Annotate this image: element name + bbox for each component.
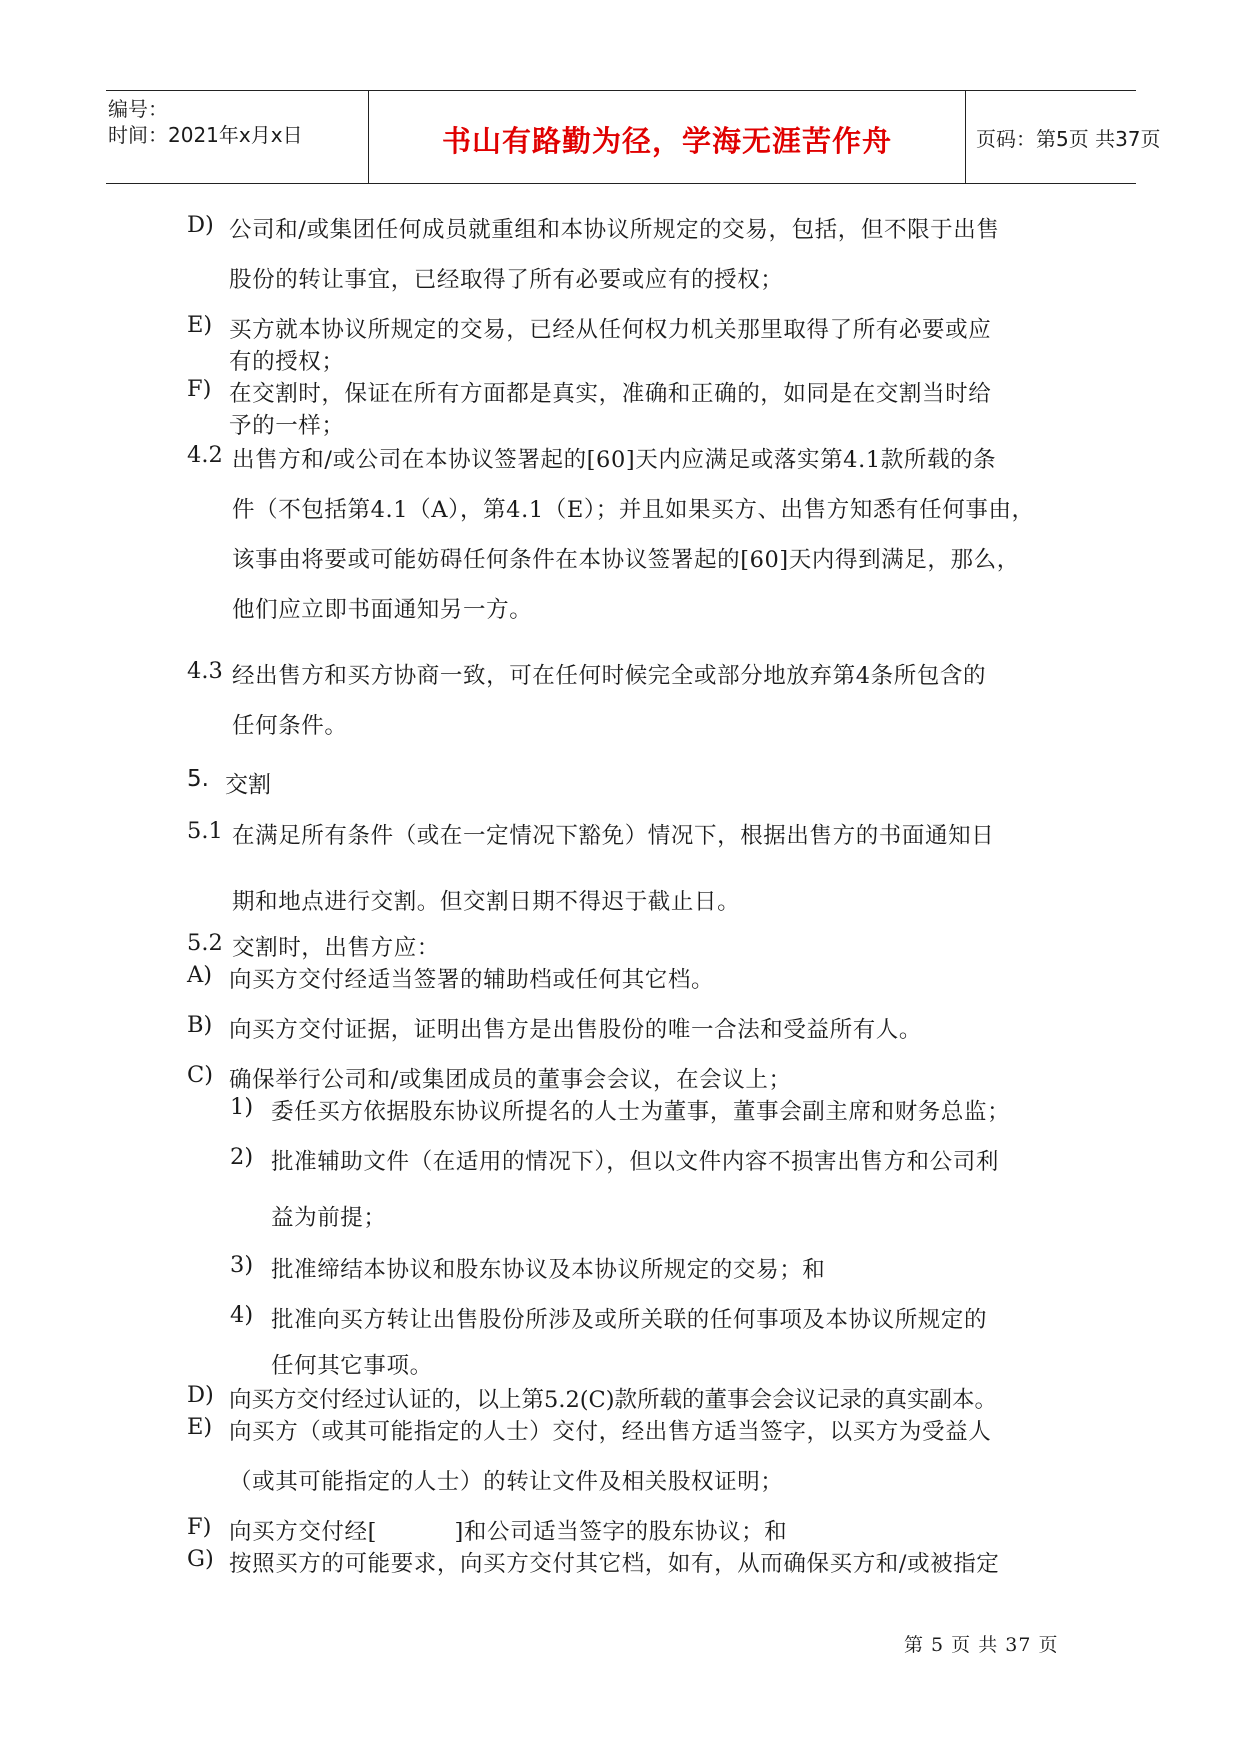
clause-text-line: 按照买方的可能要求，向买方交付其它档，如有，从而确保买方和/或被指定 [229, 1551, 1000, 1577]
clause-label: E) [187, 1414, 213, 1440]
clause-text-line: 公司和/或集团任何成员就重组和本协议所规定的交易，包括，但不限于出售 [229, 217, 1000, 243]
clause-text-line: 在满足所有条件（或在一定情况下豁免）情况下，根据出售方的书面通知日 [232, 823, 995, 849]
sub-clause-text-line: 任何其它事项。 [271, 1353, 433, 1379]
clause-text-line: 在交割时，保证在所有方面都是真实，准确和正确的，如同是在交割当时给 [229, 381, 992, 407]
sub-clause-text-line: 批准向买方转让出售股份所涉及或所关联的任何事项及本协议所规定的 [271, 1307, 988, 1333]
clause-text-line: 向买方交付经适当签署的辅助档或任何其它档。 [229, 967, 715, 993]
clause-text-line: 期和地点进行交割。但交割日期不得迟于截止日。 [232, 889, 741, 915]
clause-text-line: 向买方交付经过认证的，以上第5.2(C)款所载的董事会会议记录的真实副本。 [229, 1387, 998, 1413]
page-footer: 第 5 页 共 37 页 [904, 1634, 1059, 1656]
clause-text-line: 予的一样； [229, 413, 345, 439]
header-page-number: 页码：第5页 共37页 [976, 127, 1161, 151]
clause-label: F) [187, 1514, 212, 1540]
clause-text-line: 向买方交付经[ ]和公司适当签字的股东协议；和 [229, 1519, 788, 1545]
header-info-cell [106, 91, 368, 183]
clause-label: A) [187, 962, 213, 988]
clause-text-line: 确保举行公司和/或集团成员的董事会会议，在会议上； [229, 1067, 792, 1093]
clause-number: 5.1 [187, 818, 223, 844]
clause-label: E) [187, 312, 213, 338]
sub-clause-label: 4) [230, 1302, 254, 1328]
sub-clause-text-line: 益为前提； [271, 1205, 387, 1231]
header-motto: 书山有路勤为径，学海无涯苦作舟 [441, 124, 892, 158]
clause-number: 5.2 [187, 930, 223, 956]
document-time-label: 时间：2021年x月x日 [108, 123, 303, 147]
sub-clause-label: 2) [230, 1144, 254, 1170]
section-heading: 交割 [225, 772, 271, 798]
clause-text-line: 向买方（或其可能指定的人士）交付，经出售方适当签字，以买方为受益人 [229, 1419, 992, 1445]
clause-text-line: （或其可能指定的人士）的转让文件及相关股权证明； [229, 1469, 784, 1495]
clause-text-line: 交割时，出售方应： [232, 935, 440, 961]
header-page-cell [966, 91, 1161, 183]
sub-clause-label: 3) [230, 1252, 254, 1278]
sub-clause-text-line: 批准缔结本协议和股东协议及本协议所规定的交易；和 [271, 1257, 826, 1283]
clause-label: C) [187, 1062, 213, 1088]
clause-number: 4.3 [187, 658, 223, 684]
section-number: 5. [187, 766, 209, 792]
clause-label: D) [187, 212, 214, 238]
clause-label: G) [187, 1546, 214, 1572]
clause-text-line: 向买方交付证据，证明出售方是出售股份的唯一合法和受益所有人。 [229, 1017, 923, 1043]
sub-clause-label: 1) [230, 1094, 254, 1120]
clause-text-line: 有的授权； [229, 349, 345, 375]
clause-label: B) [187, 1012, 213, 1038]
clause-label: F) [187, 376, 212, 402]
sub-clause-text-line: 批准辅助文件（在适用的情况下），但以文件内容不损害出售方和公司利 [271, 1149, 999, 1175]
clause-text-line: 出售方和/或公司在本协议签署起的[60]天内应满足或落实第4.1款所载的条 [232, 447, 997, 473]
document-number-label: 编号： [108, 97, 168, 121]
clause-text-line: 他们应立即书面通知另一方。 [232, 597, 533, 623]
clause-text-line: 买方就本协议所规定的交易，已经从任何权力机关那里取得了所有必要或应 [229, 317, 992, 343]
clause-number: 4.2 [187, 442, 223, 468]
page-header [106, 90, 1161, 184]
clause-text-line: 任何条件。 [232, 713, 348, 739]
clause-text-line: 该事由将要或可能妨碍任何条件在本协议签署起的[60]天内得到满足，那么， [232, 547, 1020, 573]
clause-text-line: 股份的转让事宜，已经取得了所有必要或应有的授权； [229, 267, 784, 293]
header-motto-cell [368, 91, 966, 183]
clause-text-line: 经出售方和买方协商一致，可在任何时候完全或部分地放弃第4条所包含的 [232, 663, 987, 689]
sub-clause-text-line: 委任买方依据股东协议所提名的人士为董事，董事会副主席和财务总监； [271, 1099, 1011, 1125]
clause-text-line: 件（不包括第4.1（A），第4.1（E）；并且如果买方、出售方知悉有任何事由， [232, 497, 1035, 523]
clause-label: D) [187, 1382, 214, 1408]
